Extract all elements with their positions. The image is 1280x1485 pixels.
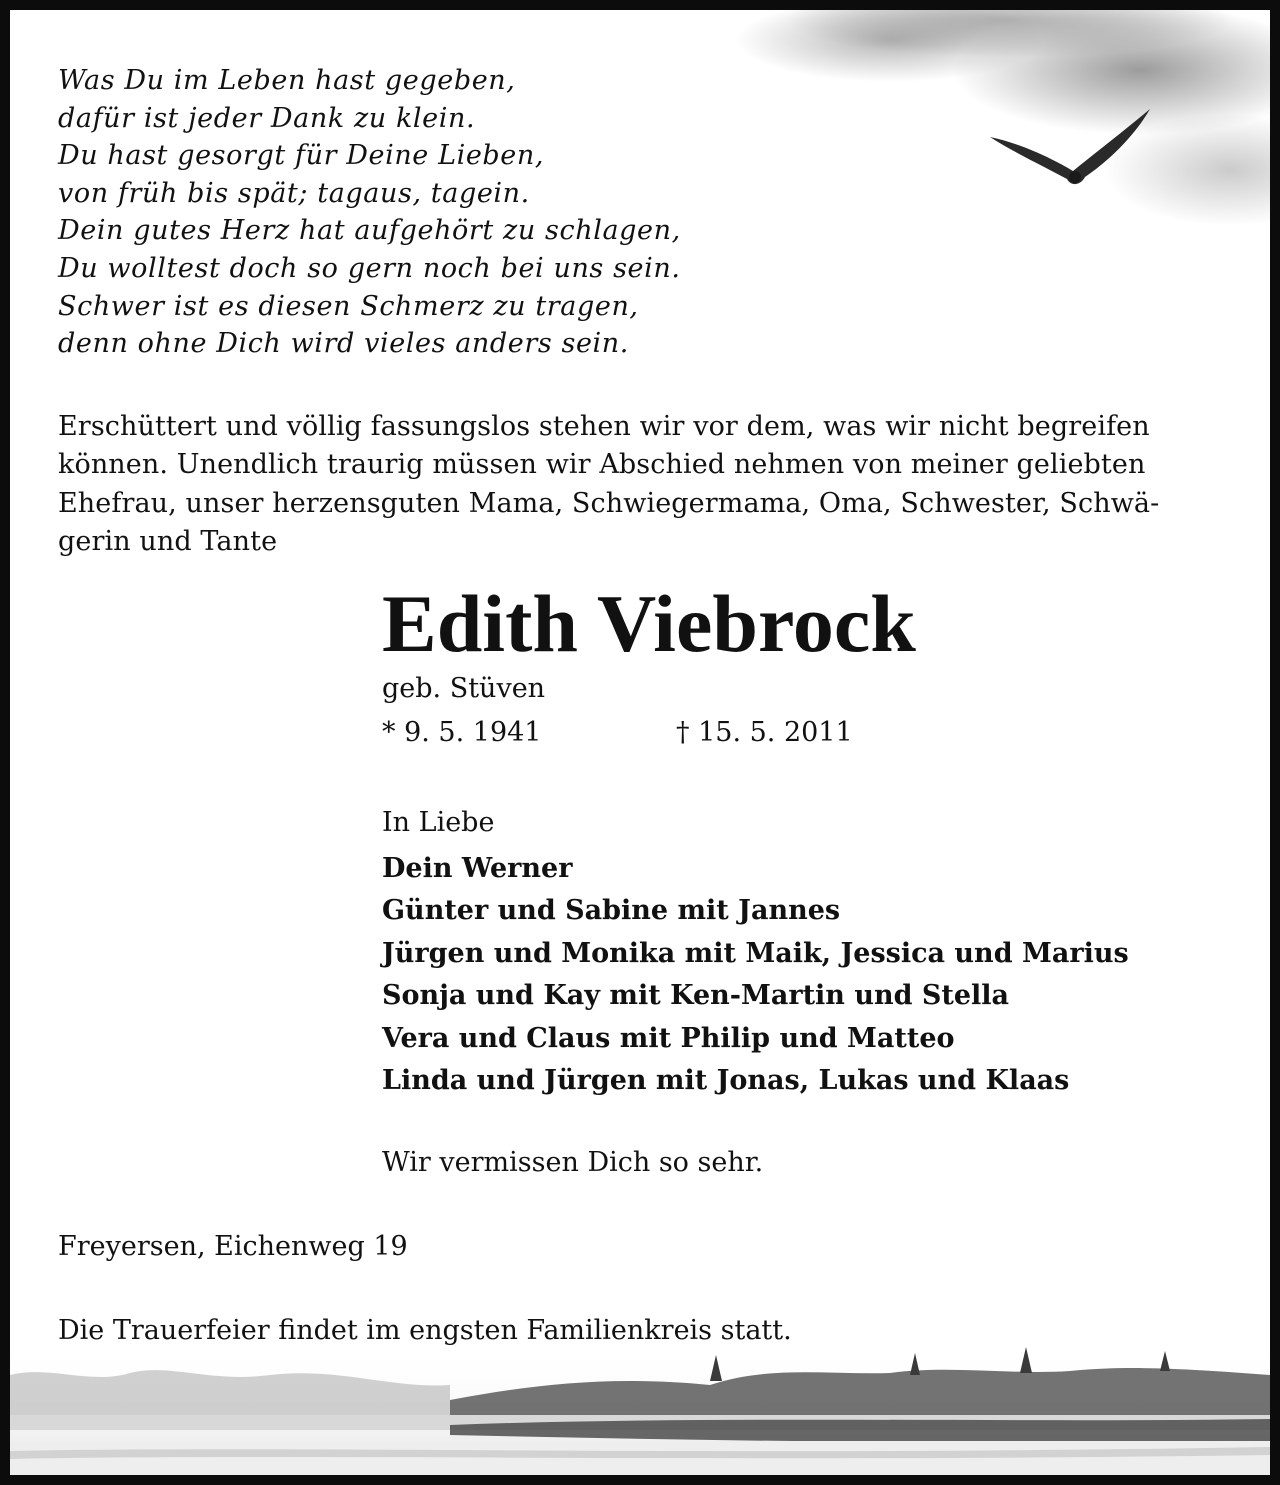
- address: Freyersen, Eichenweg 19: [58, 1231, 408, 1262]
- death-date: † 15. 5. 2011: [676, 717, 853, 748]
- announcement-text: [58, 408, 1233, 561]
- poem-line: Du wolltest doch so gern noch bei uns sein.: [58, 252, 681, 284]
- memorial-poem: [58, 62, 681, 363]
- maiden-name: geb. Stüven: [382, 673, 546, 704]
- birth-date: * 9. 5. 1941: [382, 717, 542, 748]
- mourners-intro: In Liebe: [382, 807, 495, 838]
- deceased-name: Edith Viebrock: [382, 578, 916, 669]
- ceremony-note: Die Trauerfeier findet im engsten Familienkreis statt.: [58, 1315, 792, 1346]
- mourner-entry: Jürgen und Monika mit Maik, Jessica und Marius: [382, 937, 1129, 969]
- mourner-entry: Linda und Jürgen mit Jonas, Lukas und Klaas: [382, 1065, 1070, 1097]
- announcement-line: können. Unendlich traurig müssen wir Abschied nehmen von meiner geliebten: [58, 449, 1146, 481]
- mourners-list: [382, 848, 1129, 1102]
- announcement-line: Ehefrau, unser herzensguten Mama, Schwiegermama, Oma, Schwester, Schwä-: [58, 487, 1160, 519]
- closing-line: Wir vermissen Dich so sehr.: [382, 1147, 764, 1178]
- poem-line: Dein gutes Herz hat aufgehört zu schlagen,: [58, 215, 681, 247]
- poem-line: dafür ist jeder Dank zu klein.: [58, 102, 476, 134]
- mourner-entry: Dein Werner: [382, 853, 573, 884]
- mourner-entry: Vera und Claus mit Philip und Matteo: [382, 1022, 955, 1054]
- poem-line: von früh bis spät; tagaus, tagein.: [58, 177, 530, 209]
- poem-line: Schwer ist es diesen Schmerz zu tragen,: [58, 290, 639, 322]
- announcement-line: gerin und Tante: [58, 525, 278, 557]
- poem-line: Was Du im Leben hast gegeben,: [58, 65, 516, 96]
- mourner-entry: Sonja und Kay mit Ken-Martin und Stella: [382, 980, 1010, 1012]
- bird-silhouette-icon: [985, 105, 1155, 195]
- mourner-entry: Günter und Sabine mit Jannes: [382, 895, 841, 927]
- poem-line: denn ohne Dich wird vieles anders sein.: [58, 328, 629, 360]
- river-landscape-illustration: [10, 1345, 1270, 1475]
- poem-line: Du hast gesorgt für Deine Lieben,: [58, 140, 545, 172]
- announcement-line: Erschüttert und völlig fassungslos stehen wir vor dem, was wir nicht begreifen: [58, 411, 1150, 442]
